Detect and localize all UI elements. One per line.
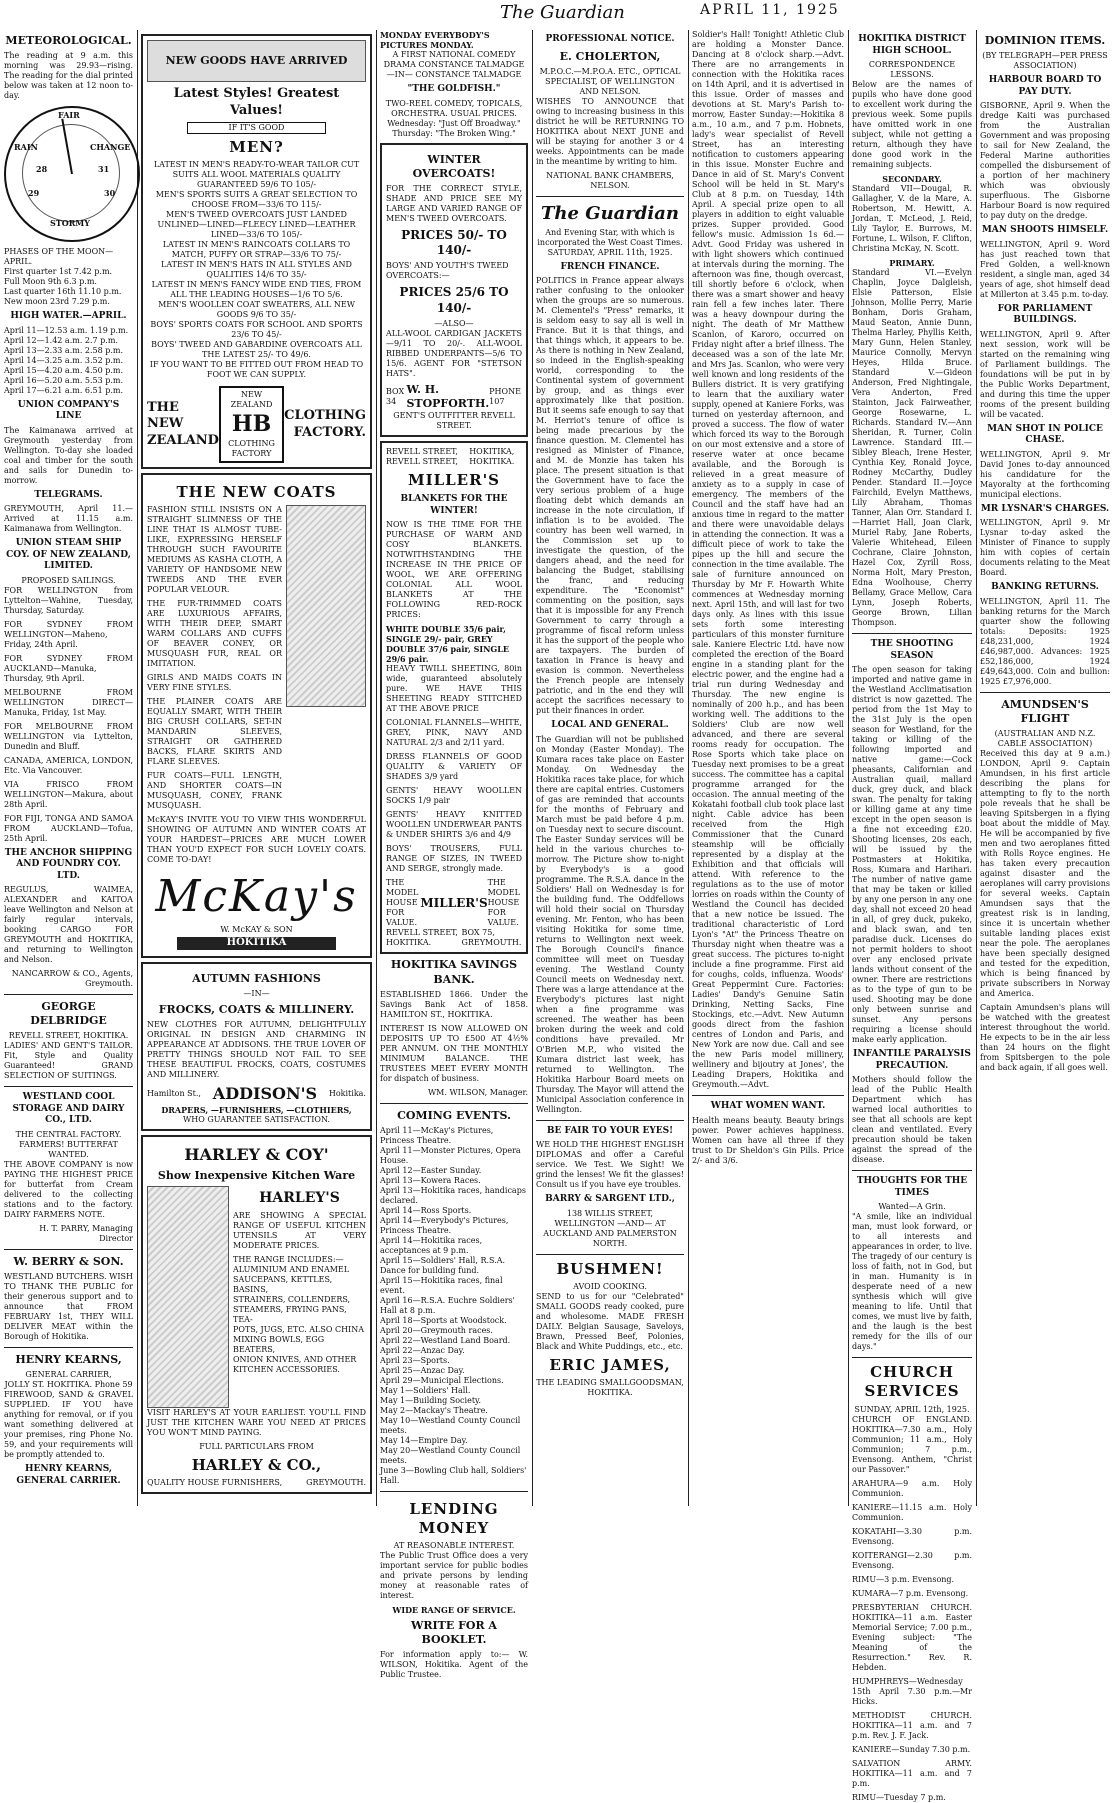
event: April 15—Hokitika races, final event. [380, 1275, 503, 1295]
nz-banner: NEW GOODS HAVE ARRIVED [147, 40, 366, 82]
lending-signature: For information apply to:— W. WILSON, Hokitika. Agent of the Public Trustee. [380, 1650, 528, 1680]
high-water-row: April 11—12.53 a.m. 1.19 p.m. [4, 325, 129, 335]
item-text: WELLINGTON, April 9. After next session, work will be started on the remaining wing of Parliament buildings. The foundations will be put in by the Public Works Department, and during this time the upper rooms of the present building will be vacated. [980, 329, 1110, 419]
church-service: KUMARA—7 p.m. Evensong. [852, 1588, 969, 1598]
item-heading: MR LYSNAR'S CHARGES. [980, 503, 1110, 514]
prices-boys: PRICES 25/6 TO 140/- [399, 285, 509, 315]
berry-heading: W. BERRY & SON. [13, 1254, 124, 1268]
school-sub: CORRESPONDENCE LESSONS. [868, 60, 956, 80]
men-heading: MEN? [229, 138, 284, 157]
cholerton-text: WISHES TO ANNOUNCE that owing to increasing business in this district he will be RETURNING TO HOKITIKA about NEXT JUNE and will be staying for another 3 or 4 weeks. Appointments can be made in the meantime by writing to him. [536, 96, 684, 166]
union-text: The Kaimanawa arrived at Greymouth yesterday from Wellington. To-day she loaded coal and timber for the south and sails for Dunedin to-morrow. [4, 425, 133, 485]
item-text: WELLINGTON, April 9. Word has just reached town that Fred Golden, a well-known resident, a single man, aged 34 years of age, shot himself dead at Millerton at 3.45 p.m. to-day. [980, 239, 1110, 299]
harley-visit: VISIT HARLEY'S AT YOUR EARLIEST. YOU'LL FIND JUST THE KITCHEN WARE YOU NEED AT PRICES YOU WON'T MIND PAYING. [147, 1408, 366, 1438]
item-heading: MAN SHOOTS HIMSELF. [981, 225, 1109, 236]
white-grey: WHITE DOUBLE 35/6 pair, SINGLE 29/- pair, GREY DOUBLE 37/6 pair, SINGLE 29/6 pair. [386, 624, 509, 665]
primary-heading: PRIMARY. [889, 258, 935, 269]
infantile-heading: INFANTILE PARALYSIS PRECAUTION. [853, 1049, 971, 1071]
separator [380, 1491, 528, 1492]
kearns-text: FIREWOOD, SAND & GRAVEL SUPPLIED. IF YOU have anything for removal, or if you want something delivered at your premises, ring Phone No. 59, and your requirements will be promptly attended to. [4, 1390, 133, 1460]
separator [692, 1095, 844, 1096]
be-fair-heading: BE FAIR TO YOUR EYES! [546, 1125, 674, 1136]
coats-text: FASHION STILL INSISTS ON A STRAIGHT SLIMNESS OF THE LINE THAT IS ALMOST TUBE-LIKE, EXPRESSING HERSELF THROUGH SUCH FAVOURITE MEDIUMS AS KASHA CLOTH, A VARIETY OF HANDSOME NEW TWEEDS AND THE EVER POPULAR VELOUR. THE FUR-TRIMMED COATS ARE LUXURIOUS AFFAIRS, WITH THEIR DEEP, SMART WARM COLLARS AND CUFFS OF BEAVER CONEY, OR MUSQUASH FUR, REAL OR IMITATION. GIRLS AND MAIDS COATS IN VERY FINE STYLES. THE PLAINER COATS ARE EQUALLY SMART, WITH THEIR BIG CRUSH COLLARS, SET-IN MANDARIN SLEEVES, STRAIGHT OR GATHERED BACKS, FLARE SKIRTS AND FLARE SLEEVES. FUR COATS—FULL LENGTH, AND SHORTER COATS—IN MUSQUASH, CONEY, FRANK MUSQUASH. [147, 504, 282, 810]
event: April 29—Municipal Elections. [380, 1375, 504, 1385]
church-service: KOKATAHI—3.30 p.m. Evensong. [852, 1526, 972, 1546]
separator [536, 1120, 684, 1121]
coats-heading: THE NEW COATS [176, 482, 337, 501]
guardian-date: SATURDAY, APRIL 11th, 1925. [547, 247, 673, 257]
what-women-text: Health means beauty. Beauty brings power. Power achieves happiness. Women can have all three if they trust to Dr Sheldon's Gin Pills. Price 2/- and 3/6. [692, 1115, 844, 1165]
men-line: IF YOU WANT TO BE FITTED OUT FROM HEAD TO FOOT WE CAN SUPPLY. [149, 360, 364, 380]
article-body: POLITICS in France appear always rather confusing to the onlooker when the groups are so numerous. M. Clementel's "Press" remarks, it is seldom easy to say all is well in France. But it is that things, and that things which, it appears to be. As there is nothing in New Zealand, so indeed in the English-speaking world, corresponding to the Continental system of government by group, and as things ever approximately like that position. But it seems safe enough to say that M. Herriot's tenure of office is being made precarious by the finance question. M. Clementel has resigned as Minister of Finance, and M. de Monzie has taken his place. The present situation is that the Government have to face the very serious problem of a huge floating debt which demands an increase in the note circulation, if inflation is to be avoided. The country has been well warned, in the Commission set up to investigate the question, of the dangers ahead, and the need for balancing the Budget, stabilising the franc, and reducing expenditure. The "Economist" commenting on the position, says that it is impossible for any French Government to carry through a programme of fiscal reform unless it has the support of the people who are taxpayers. The burden of taxation in France is heavy and evasion is common. Nevertheless the French people are intensely patriotic, and in the end they will accept the sacrifices necessary to put their finances in order. [536, 276, 684, 716]
church-service: KANIERE—11.15 a.m. Holy Communion. [852, 1502, 972, 1522]
stopforth-sub: GENT'S OUTFITTER REVELL STREET. [393, 411, 515, 431]
harley-footer: QUALITY HOUSE FURNISHERS, GREYMOUTH. [147, 1478, 366, 1488]
nz-clothing-ad [141, 34, 372, 469]
church-heading: CHURCH SERVICES [864, 1363, 960, 1401]
event: May 14—Empire Day. [380, 1435, 468, 1445]
thoughts-text: "A smile, like an individual man, must look forward, or to all interests and appearances in order, to live. The tragedy of our century is loss of faith, not in God, but in man. Humanity is in desperate need of a new synthesis which will give meaning to life. Until that comes, we must live by faith, and the laugh is the best remedy for the ills of our days." [852, 1212, 972, 1352]
men-line: MEN'S TWEED OVERCOATS JUST LANDED UNLINED—LINED—FLEECY LINED—LEATHER LINED—33/6 TO 105/- [157, 210, 356, 240]
its-good-badge: IF IT'S GOOD [187, 122, 326, 134]
harley-text: HARLEY'S ARE SHOWING A SPECIAL RANGE OF USEFUL KITCHEN UTENSILS AT VERY MODERATE PRICES. THE RANGE INCLUDES:— ALUMINIUM AND ENAMEL SAUCEPANS, KETTLES, BASINS, STRAINERS, COLLENDERS, STEAMERS, FRYING PANS, TEA- POTS, JUGS, ETC. ALSO CHINA MIXING BOWLS, EGG BEATERS, ONION KNIVES, AND OTHER KITCHEN ACCESSORIES. [233, 1190, 366, 1374]
what-women-heading: WHAT WOMEN WANT. [710, 1101, 826, 1111]
anchor-agents: NANCARROW & CO., Agents, Greymouth. [11, 969, 133, 989]
meteorological-heading: METEOROLOGICAL. [5, 34, 132, 47]
column-rule [376, 30, 377, 1506]
westland-text: THE ABOVE COMPANY is now PAYING THE HIGHEST PRICE for butterfat from Cream delivered to the collecting stations and to the factory. DAIRY FARMERS NOTE. [4, 1159, 133, 1219]
lending-heading: LENDING MONEY [409, 1499, 499, 1537]
mckay-town: HOKITIKA [177, 937, 336, 950]
column-rule [976, 30, 977, 1506]
lending-text: The Public Trust Office does a very important service for public bodies and private persons by lending money at reasonable rates of interest. [380, 1551, 528, 1601]
berry-text: WESTLAND BUTCHERS. WISH TO THANK THE PUBLIC for their generous support and to announce that FROM FEBRUARY 1st, THEY WILL DELIVER MEAT within the Borough of Hokitika. [4, 1272, 133, 1342]
column-4 [536, 30, 684, 1508]
item-heading: MAN SHOT IN POLICE CHASE. [987, 423, 1103, 446]
addison-footer: WHO GUARANTEE SATISFACTION. [183, 1114, 330, 1124]
coat-illustration [286, 505, 366, 707]
secondary-text: Standard VII—Dougal, R. Gallagher, V. de la Mare, A. Robertson, M. Hewitt, A. Jordan, T. McLeod, J. Reid, Lily Taylor, E. Burrows, M. Fortune, L. Wilson, F. Clifton, Christina McKay, N. Scott. [852, 184, 972, 254]
lending-write: WRITE FOR A BOOKLET. [411, 1619, 497, 1647]
separator [980, 692, 1110, 693]
hb-logo-row [147, 386, 366, 462]
winter-also: ALL-WOOL CARDIGAN JACKETS—9/11 TO 20/-. ALL-WOOL RIBBED UNDERPANTS—5/6 TO 15/6. AGENT FOR "STETSON HATS". [386, 329, 522, 379]
millers-heading: MILLER'S [407, 471, 501, 490]
professional-heading: PROFESSIONAL NOTICE. [545, 34, 675, 44]
pictures-more: TWO-REEL COMEDY, TOPICALS, ORCHESTRA. USUAL PRICES. Wednesday: "Just Off Broadway." Thursday: "The Broken Wing." [385, 98, 523, 138]
church-service: RIMU—Tuesday 7 p.m. [852, 1792, 946, 1802]
goldfish-title: "THE GOLDFISH." [407, 84, 501, 94]
cholerton-name: E. CHOLERTON, [559, 49, 661, 63]
anchor-text: REGULUS, WAIMEA, ALEXANDER and KAITOA leave Wellington and Nelson at fairly regular intervals, booking CARGO FOR GREYMOUTH and HOKITIKA, and returning to Wellington and Nelson. [4, 885, 133, 965]
savings-text: INTEREST IS NOW ALLOWED ON DEPOSITS UP TO £500 AT 4½% PER ANNUM. ON THE MONTHLY MINIMUM BALANCE. THE TRUSTEES MEET EVERY MONTH for dispatch of business. [380, 1023, 528, 1083]
church-service: HUMPHREYS—Wednesday 15th April 7.30 p.m.—Mr Hicks. [852, 1676, 972, 1706]
millers-footer: THE MODEL HOUSE FOR VALUE. MILLER'S THE MODEL HOUSE FOR VALUE. [386, 878, 520, 928]
millers-top: REVELL STREET, REVELL STREET, HOKITIKA, HOKITIKA. [386, 447, 515, 467]
column-2 [141, 30, 372, 1508]
item-text: WELLINGTON, April 9. Mr Lysnar to-day asked the Minister of Finance to supply him with copies of certain documents relating to the Meat Board. [980, 518, 1110, 578]
separator [4, 994, 133, 995]
winter-text: FOR THE CORRECT STYLE, SHADE AND PRICE SEE MY LARGE AND VARIED RANGE OF MEN'S TWEED OVERCOATS. [386, 183, 522, 223]
amundsen-more: Captain Amundsen's plans will be watched with the greatest interest throughout the world. He expects to be in the air less than 24 hours on the flight from Spitsbergen to the pole and back again, if all goes well. [980, 1002, 1110, 1072]
dial-label: 29 [28, 188, 40, 199]
item-heading: HARBOUR BOARD TO PAY DUTY. [988, 75, 1102, 97]
delbridge-heading: GEORGE DELBRIDGE [30, 1000, 107, 1028]
dial-label: FAIR [58, 110, 80, 121]
bushmen-heading: BUSHMEN! [556, 1259, 664, 1278]
guardian-sub: And Evening Star, with which is incorporated the West Coast Times. [537, 227, 683, 247]
column-5 [692, 30, 844, 1508]
event: April 13—Kowera Races. [380, 1175, 481, 1185]
church-service: KANIERE—Sunday 7.30 p.m. [852, 1744, 971, 1754]
harley-full: FULL PARTICULARS FROM [199, 1442, 314, 1452]
separator [4, 1086, 133, 1087]
eric-sub: THE LEADING SMALLGOODSMAN, HOKITIKA. [536, 1378, 684, 1398]
event: April 12—Easter Sunday. [380, 1165, 482, 1175]
column-rule [848, 30, 849, 1506]
column-1 [4, 30, 133, 1508]
event: April 16—R.S.A. Euchre Soldiers' Hall at 8 p.m. [380, 1295, 515, 1315]
sailing: FOR FIJI, TONGA AND SAMOA FROM AUCKLAND—Tofua, 25th April. [4, 813, 133, 843]
meteorological-text: The reading at 9 a.m. this morning was 29.93—rising. The reading for the dial printed below was taken at 12 noon to-day. [4, 51, 133, 101]
column-rule [137, 30, 138, 1506]
shooting-text: The open season for taking imported and native game in the Westland Acclimatisation district is now gazetted. The period from the 1st May to the 31st July is the open season for Westland, for the taking or killing of the following imported and native game:—Cock pheasants, Californian and Australian quail, mallard duck, grey duck, and black swan. The penalty for taking or killing game at any time except in the open season is a fine not exceeding £20. Shooting licenses, 20s each, will be issued by the Postmasters at Hokitika, Ross, Kumara and Harihari. The number of native game that may be taken or killed by any one person in any one day, shall not exceed 20 head in all, of grey duck, pukeko, and black swan, and ten paradise duck. Licenses do not permit holders to shoot over any enclosed private lands without consent of the owner. There are restrictions as to the type of gun to be used. Shooting may be done only between sunrise and sunset. Any persons requiring a license should make early application. [852, 665, 972, 1045]
event: April 20—Greymouth races. [380, 1325, 493, 1335]
autumn-in: —IN— [243, 988, 270, 998]
mckay-logo: McKay's [155, 870, 358, 922]
article-heading: FRENCH FINANCE. [560, 261, 660, 272]
frocks-heading: FROCKS, COATS & MILLINERY. [158, 1002, 355, 1016]
event: April 14—Everybody's Pictures, Princess Theatre. [380, 1215, 509, 1235]
separator [852, 1170, 972, 1171]
dial-label: 30 [104, 188, 116, 199]
event: April 14—Ross Sports. [380, 1205, 472, 1215]
union-heading: UNION COMPANY'S LINE [17, 399, 120, 422]
masthead-date: APRIL 11, 1925 [700, 2, 840, 18]
church-date: SUNDAY, APRIL 12th, 1925. [854, 1404, 970, 1414]
mckay-invite: McKAY'S INVITE YOU TO VIEW THIS WONDERFUL SHOWING OF AUTUMN AND WINTER COATS AT YOUR HARDEST—PRICES ARE MUCH LOWER THAN YOU'D EXPECT FOR SUCH LOVELY COATS. COME TO-DAY! [147, 814, 366, 864]
church-service: ARAHURA—9 a.m. Holy Communion. [852, 1478, 972, 1498]
high-water-row: April 12—1.42 a.m. 2.7 p.m. [4, 335, 118, 345]
bushmen-sub: AVOID COOKING. [573, 1281, 647, 1291]
sailing: FOR WELLINGTON from Lyttelton—Wahine, Tuesday, Thursday, Saturday. [4, 585, 133, 615]
harley-body [147, 1186, 366, 1408]
millers-item: DRESS FLANNELS OF GOOD QUALITY & VARIETY OF SHADES 3/9 yard [386, 752, 522, 782]
men-line: LATEST IN MEN'S READY-TO-WEAR TAILOR CUT SUITS ALL WOOL MATERIALS QUALITY GUARANTEED 59/6 TO 105/- [153, 160, 360, 190]
telegrams-text: GREYMOUTH, April 11.—Arrived at 11.15 a.m. Kaimanawa from Wellington. [4, 504, 133, 534]
harley-ad [141, 1135, 372, 1495]
local-heading: LOCAL AND GENERAL. [551, 720, 669, 731]
harley-co: HARLEY & CO., [191, 1456, 322, 1475]
column-6 [852, 30, 972, 1802]
event: April 11—McKay's Pictures, Princess Theatre. [380, 1125, 494, 1145]
thoughts-heading: THOUGHTS FOR THE TIMES [856, 1176, 968, 1198]
millers-item: HEAVY TWILL SHEETING, 80in wide, guaranteed absolutely pure. WE HAVE THIS SHEETING READY STITCHED AT THE ABOVE PRICE [386, 664, 522, 714]
masthead-title: The Guardian [500, 2, 625, 23]
mckay-coats-ad [141, 473, 372, 958]
church-service: PRESBYTERIAN CHURCH. HOKITIKA—11 a.m. Easter Memorial Service; 7.00 p.m., Evening subject: "The Meaning of the Resurrection." Rev. R. Hebden. [852, 1602, 972, 1672]
item-text: WELLINGTON, April 9. Mr David Jones to-day announced his candidature for the Mayoralty at the forthcoming municipal elections. [980, 449, 1110, 499]
dial-label: STORMY [50, 218, 90, 229]
addison-row: Hamilton St., ADDISON'S Hokitika. [147, 1084, 366, 1104]
hb-left: THE NEW ZEALAND [147, 399, 219, 448]
event: April 23—Sports. [380, 1355, 450, 1365]
moon-phase: Last quarter 16th 11.10 p.m. [4, 287, 122, 297]
lending-interest: AT REASONABLE INTEREST. [393, 1541, 515, 1551]
coats-body [147, 505, 366, 815]
lending-wide: WIDE RANGE OF SERVICE. [392, 1605, 516, 1616]
men-line: LATEST IN MEN'S RAINCOATS COLLARS TO MATCH, PUFFY OR STRAP—33/6 TO 75/- [162, 240, 351, 260]
cholerton-address: NATIONAL BANK CHAMBERS, NELSON. [546, 170, 674, 190]
pictures-heading: MONDAY EVERYBODY'S PICTURES MONDAY. [380, 30, 490, 50]
item-heading: BANKING RETURNS. [991, 582, 1099, 593]
church-service: METHODIST CHURCH. HOKITIKA—11 a.m. and 7 p.m. Rev. J. F. Jack. [852, 1710, 972, 1740]
event: April 15—Soldiers' Hall, R.S.A. Dance for building fund. [380, 1255, 506, 1275]
blankets-heading: BLANKETS FOR THE WINTER! [400, 494, 508, 516]
addison-sub: DRAPERS, —FURNISHERS, —CLOTHIERS, [161, 1104, 352, 1115]
anchor-heading: THE ANCHOR SHIPPING AND FOUNDRY COY. LTD. [4, 847, 133, 881]
column-3 [380, 30, 528, 1680]
frocks-text: NEW CLOTHES FOR AUTUMN, DELIGHTFULLY ORIGINAL IN DESIGN AND CHARMING IN APPEARANCE AT ADDISONS. THE TRUE LOVER OF PRETTY THINGS SHOULD NOT FAIL TO SEE THESE BEAUTIFUL FROCKS, COATS, COSTUMES AND MILLINERY. [147, 1020, 366, 1080]
separator [380, 1103, 528, 1104]
harley-sub: Show Inexpensive Kitchen Ware [157, 1168, 356, 1182]
dial-label: RAIN [14, 142, 38, 153]
column-rule [688, 30, 689, 1506]
millers-ad [380, 441, 528, 954]
hb-logo: NEW ZEALAND HB CLOTHING FACTORY [219, 386, 284, 462]
events-heading: COMING EVENTS. [397, 1108, 511, 1122]
hb-right: CLOTHING FACTORY. [284, 407, 366, 440]
event: April 25—Anzac Day. [380, 1365, 465, 1375]
eric-james: ERIC JAMES, [549, 1355, 671, 1374]
savings-est: ESTABLISHED 1866. Under the Savings Bank Act of 1858. HAMILTON ST., HOKITIKA. [380, 989, 528, 1019]
item-text: GISBORNE, April 9. When the dredge Kaiti was purchased from the Australian Government and was proposing to sail for New Zealand, the Federal Marine authorities compelled the disbursement of a portion of her machinery which was obviously superfluous. The Gisborne Harbour Board is now required to pay duty on the dredge. [980, 101, 1110, 221]
harley-heading: HARLEY & COY' [184, 1144, 329, 1164]
savings-heading: HOKITIKA SAVINGS BANK. [390, 958, 518, 986]
sailing: CANADA, AMERICA, LONDON, Etc. Via Vancouver. [4, 755, 133, 775]
separator [852, 1357, 972, 1358]
event: April 13—Hokitika races, handicaps declared. [380, 1185, 526, 1205]
winter-heading: WINTER OVERCOATS! [412, 152, 496, 180]
sargent-address: 138 WILLIS STREET, WELLINGTON —AND— AT AUCKLAND AND PALMERSTON NORTH. [543, 1208, 677, 1248]
winter-boys: BOYS' AND YOUTH'S TWEED OVERCOATS:— [386, 261, 509, 281]
millers-text: NOW IS THE TIME FOR THE PURCHASE OF WARM AND COSY BLANKETS. NOTWITHSTANDING THE INCREASE IN THE PRICE OF WOOL, WE ARE OFFERING COLONIAL ALL WOOL BLANKETS AT THE FOLLOWING RED-ROCK PRICES: [386, 520, 522, 620]
men-line: MEN'S WOOLLEN COAT SWEATERS, ALL NEW GOODS 9/6 TO 35/- [158, 300, 355, 320]
column-rule [532, 30, 533, 1506]
masthead [0, 0, 1114, 30]
church-service: SALVATION ARMY. HOKITIKA—11 a.m. and 7 p.m. [852, 1758, 972, 1788]
event: May 1—Soldiers' Hall. [380, 1385, 471, 1395]
high-water-heading: HIGH WATER.—APRIL. [10, 311, 127, 322]
item-heading: FOR PARLIAMENT BUILDINGS. [997, 303, 1093, 326]
moon-phase: New moon 23rd 7.29 p.m. [4, 297, 110, 307]
event: May 2—Mackay's Theatre. [380, 1405, 488, 1415]
event: June 3—Bowling Club hall, Soldiers' Hall. [380, 1465, 527, 1485]
school-heading: HOKITIKA DISTRICT HIGH SCHOOL. [858, 34, 966, 56]
amundsen-text: Received this day at 9 a.m.) LONDON, April 9. Captain Amundsen, in his first article describing the plans for attempting to fly to the north pole reveals that he shall be leaving Spitsbergen in a flying boat about the middle of May. He will be accompanied by five men and two aeroplanes fitted with Rolls Royce engines. He has taken every precaution against disaster and the aeroplanes will carry provisions for several weeks. Captain Amundsen says that the greatest risk is in landing, since it is uncertain whether suitable landing places exist near the pole. The aeroplanes have been specially designed and tested for the expedition, which is being financed by private subscribers in Norway and America. [980, 748, 1110, 998]
westland-sub: THE CENTRAL FACTORY. FARMERS! BUTTERFAT WANTED. [15, 1129, 122, 1159]
moon-phases-heading: PHASES OF THE MOON—APRIL. [4, 247, 114, 267]
stopforth-ad [380, 143, 528, 438]
men-line: BOYS' SPORTS COATS FOR SCHOOL AND SPORTS 23/6 TO 45/- [150, 320, 363, 340]
high-water-row: April 15—4.20 a.m. 4.50 p.m. [4, 365, 124, 375]
westland-heading: WESTLAND COOL STORAGE AND DAIRY CO., LTD. [12, 1092, 125, 1126]
millers-item: GENTS' HEAVY WOOLLEN SOCKS 1/9 pair [386, 786, 522, 806]
sailing: FOR SYDNEY FROM WELLINGTON—Maheno, Friday, 24th April. [4, 619, 133, 649]
kearns-footer: HENRY KEARNS, GENERAL CARRIER. [16, 1464, 121, 1486]
amundsen-sub: (AUSTRALIAN AND N.Z. CABLE ASSOCIATION) [994, 728, 1096, 748]
addison-ad [141, 962, 372, 1131]
event: April 14—Hokitika races, acceptances at 9 p.m. [380, 1235, 483, 1255]
event: May 10—Westland County Council meets. [380, 1415, 521, 1435]
high-water-row: April 16—5.20 a.m. 5.53 p.m. [4, 375, 124, 385]
local-body: The Guardian will not be published on Monday (Easter Monday). The Kumara races take place on Easter Monday. On Wednesday the Hokitika races take place, for which there are capital entries. Customers of gas are reminded that accounts for the months of February and March must be paid before 4 p.m. on Tuesday next to secure discount. The Easter Sunday services will be held in the various churches to-morrow. The Picture show to-night by Everybody's is a good programme. The R.S.A. dance in the Soldiers' Hall on Wednesday is for the building fund. The Oddfellows will hold their social on Thursday evening. Mr. Fenton, who has been visiting Hokitika for some time, returns to Wellington next week. The Borough Council's finance committee will meet on Tuesday evening. The Westland County Council meets on Wednesday next. There was a large attendance at the Everybody's pictures last night when a fine programme was screened. The weather has been broken during the week and cold conditions have prevailed. Mr O'Brien M.P., who visited the Kumara district last week, has returned to Wellington. The Hokitika Harbour Board meets on Thursday. The Mayor will attend the Municipal Association conference in Wellington. [536, 734, 684, 1114]
sailing: VIA FRISCO FROM WELLINGTON—Makura, about 28th April. [4, 779, 133, 809]
event: April 22—Westland Land Board. [380, 1335, 511, 1345]
kearns-heading: HENRY KEARNS, [15, 1353, 122, 1367]
shooting-heading: THE SHOOTING SEASON [870, 639, 954, 661]
telegrams-heading: TELEGRAMS. [34, 489, 103, 500]
millers-item: COLONIAL FLANNELS—WHITE, GREY, PINK, NAVY AND NATURAL 2/3 and 2/11 yard. [386, 718, 522, 748]
autumn-heading: AUTUMN FASHIONS [192, 971, 321, 985]
cholerton-quals: M.P.O.C.—M.P.O.A. ETC., OPTICAL SPECIALIST, OF WELLINGTON AND NELSON. [539, 66, 681, 96]
event: April 22—Anzac Day. [380, 1345, 465, 1355]
primary-text: Standard VI.—Evelyn Chaplin, Joyce Dalgleish, Elsie Patterson, Elsie Johnson, Mollie Perry, Marie Bonham, Doris Graham, Maud Seaton, Annie Dunn, Thelma Harley, Phyllis Keith, Mary Gunn, Helen Stanley, Maurice Connolly, Mervyn Heyes, Hilda Bruce. Standard V.—Gideon Anderson, Fred Nightingale, Vera Anderton, Fred Stainton, Jack Fairweather, George Rosewarne, L. Richards. Standard IV.—Ann Sheridan, R. Turner, Colin Lawrence. Standard III.—Sibley Bleach, Irene Hester, Cynthia Key, Ronald Joyce, Rodney McCarthy, Dudley Pender. Standard II.—Joyce Fairchild, Evelyn Matthews, Lily Abraham, Thomas Tanner, Alan Orr. Standard I.—Harriet Hall, Joan Clark, Muriel Raby, Jane Roberts, Valerie Whitehead, Eileen Cochrane, Claire Johnston, Hazel Cox, Zyrill Ross, Norma Holt, Mary Preston, Edna Woolhouse, Cherry Bellamy, Grace Mellow, Cara Lynn, Joseph Roberts, George Brown, Lilian Thompson. [852, 268, 972, 628]
savings-signature: WM. WILSON, Manager. [427, 1087, 528, 1097]
kitchen-ware-illustration [147, 1186, 229, 1408]
mckay-sub: W. McKAY & SON [220, 925, 293, 935]
item-text: WELLINGTON, April 11. The banking returns for the March quarter show the following totals: Deposits: 1925 £48,231,000, 1924 £46,987,000. Advances: 1925 £52,186,000, 1924 £49,643,000. Coin and bullion: 1925 £7,976,000. [980, 596, 1110, 686]
delbridge-text: LADIES' AND GENT'S TAILOR. Fit, Style and Quality Guaranteed! GRAND SELECTION OF SUITINGS. [4, 1041, 133, 1081]
kearns-sub: GENERAL CARRIER, [25, 1370, 112, 1380]
separator [4, 1347, 133, 1348]
millers-item: BOYS' TROUSERS, FULL RANGE OF SIZES, IN TWEED AND SERGE, strongly made. [386, 844, 522, 874]
church-service: RIMU—3 p.m. Evensong. [852, 1574, 955, 1584]
separator [4, 1249, 133, 1250]
kearns-address: JOLLY ST. HOKITIKA. Phone 59 [4, 1380, 133, 1390]
local-notes: Soldier's Hall! Tonight! Athletic Club are holding a Monster Dance. Dancing at 8 o'clock sharp.—Advt. There are no arrangements in connection with the Hokitika races on 14th April, and it is advertised in this issue. Order of masses and devotions at St. Mary's Parish to-morrow, Easter Sunday:—Hokitika 8 a.m., 10 a.m., and 7 p.m. Hobnets, lady's wear specialist of Revell Street, has an interesting notification to customers appearing in this issue. Monster Euchre and Dance in aid of St. Mary's Convent School will be held in St. Mary's Club at 8 p.m. on Tuesday, 14th April. A special prize open to all players in addition to eight valuable prizes. Supper provided. Good fellow's music. Admission 1s 6d.—Advt. Good Friday was ushered in with light showers which continued at intervals during the morning. The afternoon was fine, though overcast, till shortly before 6 o'clock, when there was a smart shower and heavy rain fell a few inches later. There was a heavy downpour during the night. The death of Mr Matthew Scanlon, of Karoro, occurred on Friday night after a brief illness. The deceased was a son of the late Mr. and Mrs Jas. Scanlon, who were very well known and long residents of the Bullers district. It is very gratifying to learn that the auxiliary water supply, opened at Kaniere Forks, was turned on yesterday afternoon, and proved a success. The flow of water which forced its way to the Borough on our most extensive and a store of reserve water at once became available, and the Borough is relieved in a great measure of anxiety as to a supply in case of emergency. The members of the Council and the staff have had an anxious time in regard to the matter and there were unavoidable delays in attending the connection. It was a difficult piece of work to take the pipes up the hill and secure the connection in the time available. The sale of furniture announced on Thursday by Mr F. Howarth White commences at Wednesday morning next. April 15th, and will last for two days only. As lines with this issue sets forth some interesting particulars of this monster furniture sale. Kaniere Electric Ltd. have now completed the erection of the Board engine in a standing plant for the electric power, and the engine had a trial run during Wednesday and Thursday. The new engine is nominally of 200 h.p., and has been working well. The additions to the Soldiers' Club are now well advanced, and there are several rooms ready for occupation. The Rose Sports which take place on Tuesday next promises to be a great success. The committee has a capital programme arranged for the occasion. The annual meeting of the Kokatahi football club took place last night. Cable advice has been received from the High Commissioner that the Cunard steamship will be officially represented by a display at the Exhibition and that officials will attend. With reference to the regulations as to the use of motor lorries on roads within the County of Westland the Council has decided that a new notice be issued. The traditional characteristic of Lord Lyon's "At" the Princess Theatre on Thursday night when theatre was a great success. The pictures to-night include a fine programme. First aid for coughs, colds, influenza. Woods' Great Peppermint Cure. Factories: Ladies' Dandy's Genuine Satin Drinking, Netting Sacks, Fine Stockings, etc.—Advt. New Autumn goods direct from the fashion centres of London and Paris, and New York are now due. Call and see the new Paris model millinery, wellinery and bijoutry at Jones', the Leading Drapers, Hokitika and Greymouth.—Advt. [692, 30, 844, 1089]
moon-phase: First quarter 1st 7.42 p.m. [4, 267, 113, 277]
sargent-name: BARRY & SARGENT LTD., [545, 1194, 675, 1205]
amundsen-heading: AMUNDSEN'S FLIGHT [1001, 697, 1089, 725]
event: April 11—Monster Pictures, Opera House. [380, 1145, 521, 1165]
westland-signature: H. T. PARRY, Managing Director [39, 1223, 133, 1243]
high-water-row: April 13—2.33 a.m. 2.58 p.m. [4, 345, 124, 355]
sailing: FOR SYDNEY FROM AUCKLAND—Manuka, Thursday, 9th April. [4, 653, 133, 683]
men-line: LATEST IN MEN'S HATS IN ALL STYLES AND QUALITIES 14/6 TO 35/- [161, 260, 352, 280]
secondary-heading: SECONDARY. [882, 174, 942, 185]
separator [536, 196, 684, 197]
school-text: Below are the names of pupils who have done good to excellent work during the previous week. Some pupils have omitted work in one subject, while not getting a return, although they have done good work in the remaining subjects. [852, 80, 972, 170]
event: May 1—Building Society. [380, 1395, 482, 1405]
column-7 [980, 30, 1110, 1508]
proposed-sailings: PROPOSED SAILINGS. [21, 575, 116, 585]
event: April 18—Sports at Woodstock. [380, 1315, 507, 1325]
high-water-row: April 14—3.25 a.m. 3.52 p.m. [4, 355, 124, 365]
winter-also-label: —ALSO— [434, 319, 474, 329]
usc-heading: UNION STEAM SHIP COY. OF NEW ZEALAND, LIMITED. [6, 538, 131, 572]
infantile-text: Mothers should follow the lead of the Public Health Department which has warned local authorities to see that all schools are kept clean and ventilated. Every precaution should be taken against the spread of the disease. [852, 1075, 972, 1165]
men-line: LATEST IN MEN'S FANCY WIDE END TIES, FROM ALL THE LEADING HOUSES—1/6 TO 5/6. [151, 280, 362, 300]
separator [536, 1254, 684, 1255]
bushmen-text: SEND to us for our "Celebrated" SMALL GOODS ready cooked, pure and wholesome. MADE FRESH DAILY. Belgian Sausage, Saveloys, Brawn, Pressed Beef, Polonies, Black and White Puddings, etc., etc. [536, 1291, 684, 1351]
dominion-heading: DOMINION ITEMS. [984, 34, 1106, 47]
moon-phase: Full Moon 9th 6.3 p.m. [4, 277, 97, 287]
be-fair-text: WE HOLD THE HIGHEST ENGLISH DIPLOMAS and offer a Careful service. We Test. We Sight! We grind the lenses! We fit the glasses! Consult us if you have eye troubles. [536, 1140, 684, 1190]
dominion-sub: (BY TELEGRAPH—PER PRESS ASSOCIATION) [982, 51, 1108, 71]
men-line: MEN'S SPORTS SUITS A GREAT SELECTION TO CHOOSE FROM—33/6 TO 115/- [155, 190, 358, 210]
guardian-title: The Guardian [541, 202, 679, 224]
sailing: FOR MELBOURNE FROM WELLINGTON via Lyttelton, Dunedin and Bluff. [4, 721, 133, 751]
pictures-sub: A FIRST NATIONAL COMEDY DRAMA CONSTANCE TALMADGE —IN— CONSTANCE TALMADGE [383, 50, 525, 79]
stopforth-row: BOX 34 W. H. STOPFORTH. PHONE 107 [386, 383, 521, 411]
church-service: KOITERANGI—2.30 p.m. Evensong. [852, 1550, 972, 1570]
prices-men: PRICES 50/- TO 140/- [401, 227, 507, 258]
church-service: CHURCH OF ENGLAND. HOKITIKA—7.30 a.m., Holy Communion; 11 a.m., Holy Communion; 7 p.m., Evensong. Anthem, "Christ our Passover." [852, 1414, 972, 1474]
high-water-row: April 17—6.21 a.m. 6.51 p.m. [4, 385, 124, 395]
sailing: MELBOURNE FROM WELLINGTON DIRECT—Manuka, Friday, 1st May. [4, 687, 133, 717]
dial-label: CHANGE [90, 142, 131, 153]
dial-label: 31 [98, 164, 110, 175]
latest-styles: Latest Styles! Greatest Values! [173, 86, 340, 118]
dial-label: 28 [36, 164, 48, 175]
millers-address: REVELL STREET, HOKITIKA. BOX 75, GREYMOUTH. [386, 928, 522, 948]
event: May 20—Westland County Council meets. [380, 1445, 521, 1465]
delbridge-address: REVELL STREET, HOKITIKA. [8, 1031, 129, 1041]
thoughts-sub: Wanted—A Grin. [878, 1202, 946, 1212]
barometer-dial [4, 106, 140, 242]
millers-item: GENTS' HEAVY KNITTED WOOLLEN UNDERWEAR PANTS & UNDER SHIRTS 3/6 and 4/9 [386, 810, 522, 840]
separator [852, 633, 972, 634]
men-line: BOYS' TWEED AND GABARDINE OVERCOATS ALL THE LATEST 25/- TO 49/6. [151, 340, 362, 360]
